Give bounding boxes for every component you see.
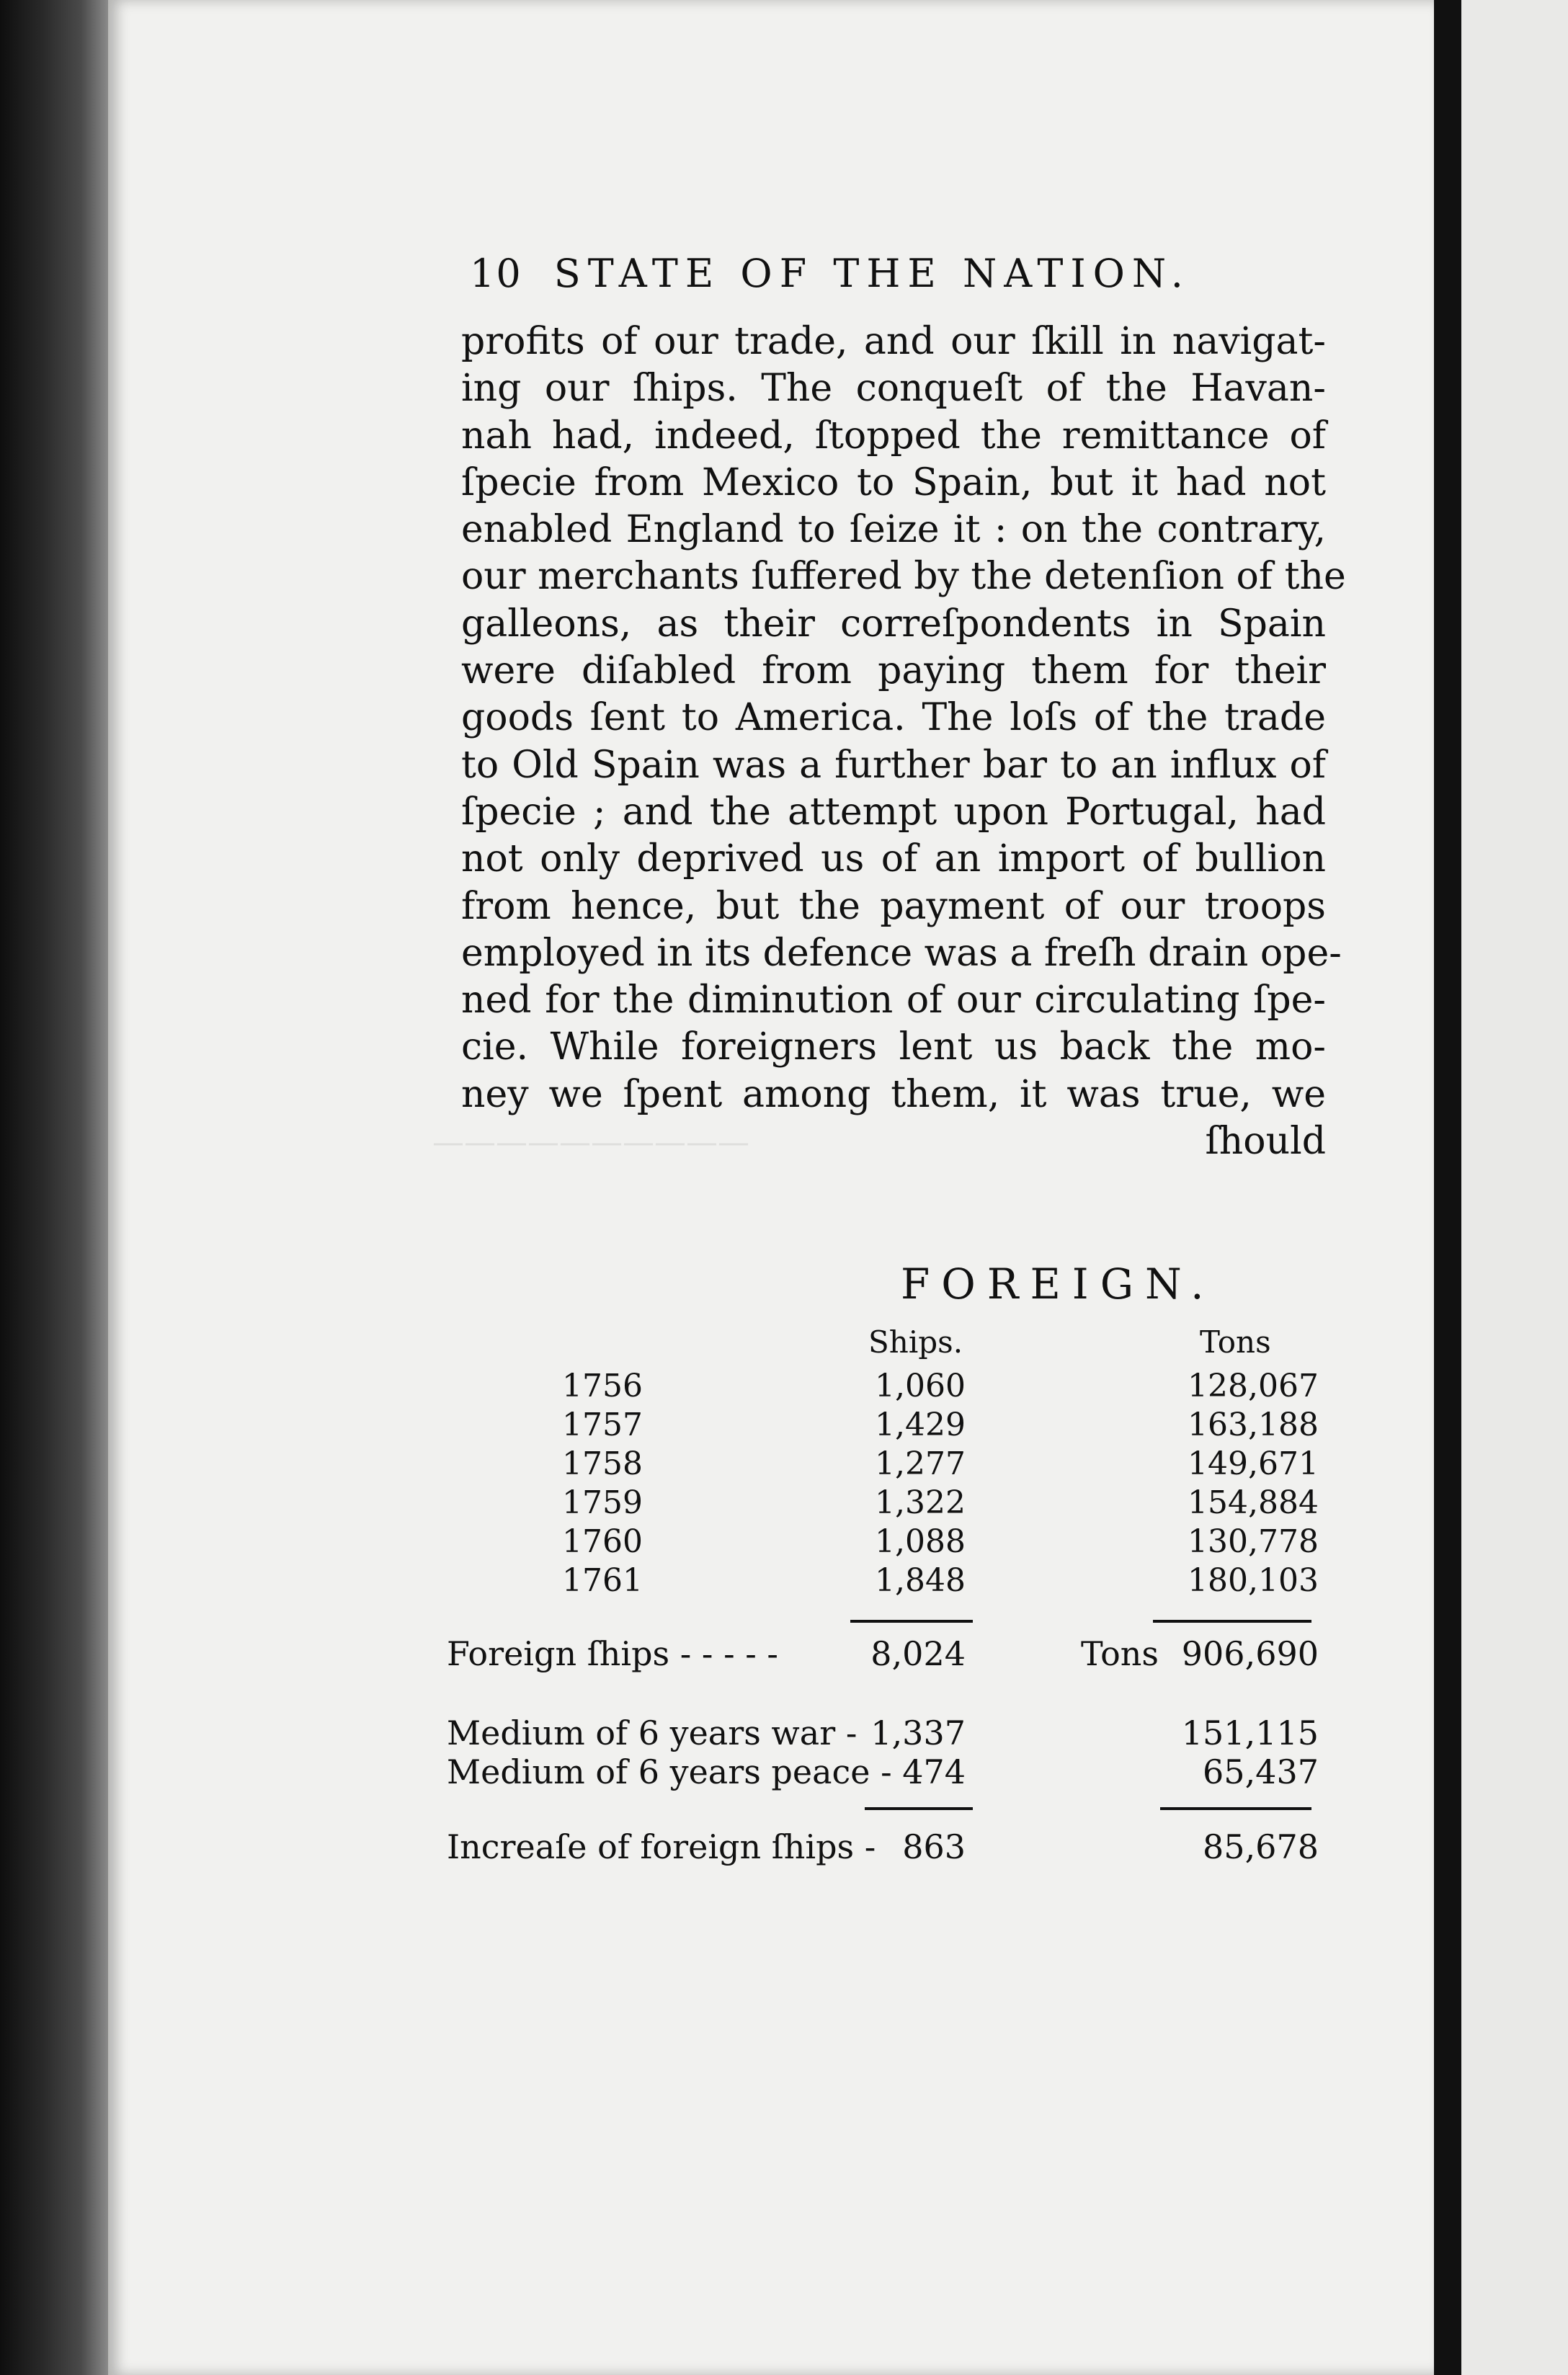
- year-cell: 1756: [562, 1368, 643, 1404]
- sum-rule-ships: [850, 1620, 973, 1623]
- text-line: employed in its defence was a freſh drain ope-: [461, 931, 1342, 975]
- sum-rule-tons: [1153, 1620, 1311, 1623]
- total-tons-label: Tons: [1081, 1634, 1159, 1673]
- diff-rule-tons: [1160, 1807, 1311, 1810]
- text-line: cie. While foreigners lent us back the mo-: [461, 1025, 1326, 1069]
- ships-cell: 1,060: [875, 1368, 966, 1404]
- tons-column-header: Tons: [1200, 1324, 1271, 1360]
- page-number: 10: [470, 251, 522, 296]
- tons-cell: 149,671: [1188, 1445, 1319, 1482]
- year-cell: 1758: [562, 1445, 643, 1482]
- bleed-through: ——————————: [432, 1124, 749, 1161]
- text-line: to Old Spain was a further bar to an influx of: [461, 743, 1326, 787]
- text-line: ney we ſpent among them, it was true, we: [461, 1072, 1326, 1116]
- tons-cell: 154,884: [1188, 1484, 1319, 1521]
- medium-war-label: Medium of 6 years war -: [447, 1714, 858, 1752]
- year-cell: 1757: [562, 1407, 643, 1443]
- body-paragraph: [461, 318, 1346, 1165]
- ships-cell: 1,848: [875, 1562, 966, 1599]
- diff-rule-ships: [865, 1807, 973, 1810]
- text-line: profits of our trade, and our ſkill in navigat-: [461, 320, 1326, 363]
- text-line: ſpecie ; and the attempt upon Portugal, had: [461, 790, 1326, 834]
- medium-war-row: [0, 1714, 1568, 1754]
- text-line: ing our ſhips. The conqueſt of the Havan-: [461, 367, 1326, 411]
- medium-war-tons: 151,115: [1181, 1714, 1319, 1752]
- year-cell: 1761: [562, 1562, 643, 1599]
- page-title: STATE OF THE NATION.: [553, 251, 1190, 296]
- text-line: nah had, indeed, ſtopped the remittance of: [461, 414, 1326, 458]
- text-line: ſpecie from Mexico to Spain, but it had not: [461, 460, 1326, 504]
- year-cell: 1759: [562, 1484, 643, 1521]
- text-line: from hence, but the payment of our troops: [461, 884, 1326, 928]
- total-ships: 8,024: [870, 1634, 966, 1673]
- medium-peace-row: [0, 1752, 1568, 1793]
- text-line: goods ſent to America. The loſs of the trade: [461, 696, 1326, 740]
- text-line: ned for the diminution of our circulating ſpe-: [461, 979, 1326, 1022]
- book-spine-edge: [0, 0, 108, 2375]
- medium-peace-tons: 65,437: [1203, 1752, 1319, 1791]
- year-cell: 1760: [562, 1523, 643, 1560]
- text-line: not only deprived us of an import of bullion: [461, 837, 1326, 881]
- total-tons: 906,690: [1181, 1634, 1319, 1673]
- running-head: [470, 251, 1262, 296]
- tons-cell: 180,103: [1188, 1562, 1319, 1599]
- increase-row: [0, 1827, 1568, 1871]
- tons-cell: 130,778: [1188, 1523, 1319, 1560]
- medium-war-ships: 1,337: [870, 1714, 966, 1752]
- total-row: [0, 1634, 1568, 1677]
- text-line: enabled England to ſeize it : on the contrary,: [461, 508, 1326, 552]
- table-title: FOREIGN.: [901, 1260, 1216, 1309]
- total-label: Foreign ſhips - - - - -: [447, 1634, 778, 1673]
- text-line: our merchants ſuffered by the detenſion of the: [461, 555, 1346, 599]
- increase-tons: 85,678: [1203, 1827, 1319, 1866]
- adjacent-page: [1461, 0, 1568, 2375]
- ships-cell: 1,088: [875, 1523, 966, 1560]
- tons-cell: 128,067: [1188, 1368, 1319, 1404]
- catchword: ſhould: [1205, 1120, 1326, 1164]
- text-line: were diſabled from paying them for their: [461, 649, 1326, 693]
- ships-cell: 1,322: [875, 1484, 966, 1521]
- ships-column-header: Ships.: [868, 1324, 963, 1360]
- medium-peace-label: Medium of 6 years peace -: [447, 1752, 892, 1791]
- medium-peace-ships: 474: [902, 1752, 966, 1791]
- ships-cell: 1,429: [875, 1407, 966, 1443]
- page-gutter: [1434, 0, 1461, 2375]
- text-line: galleons, as their correſpondents in Spain: [461, 602, 1326, 646]
- tons-cell: 163,188: [1188, 1407, 1319, 1443]
- increase-label: Increaſe of foreign ſhips -: [447, 1827, 876, 1866]
- ships-cell: 1,277: [875, 1445, 966, 1482]
- increase-ships: 863: [902, 1827, 966, 1866]
